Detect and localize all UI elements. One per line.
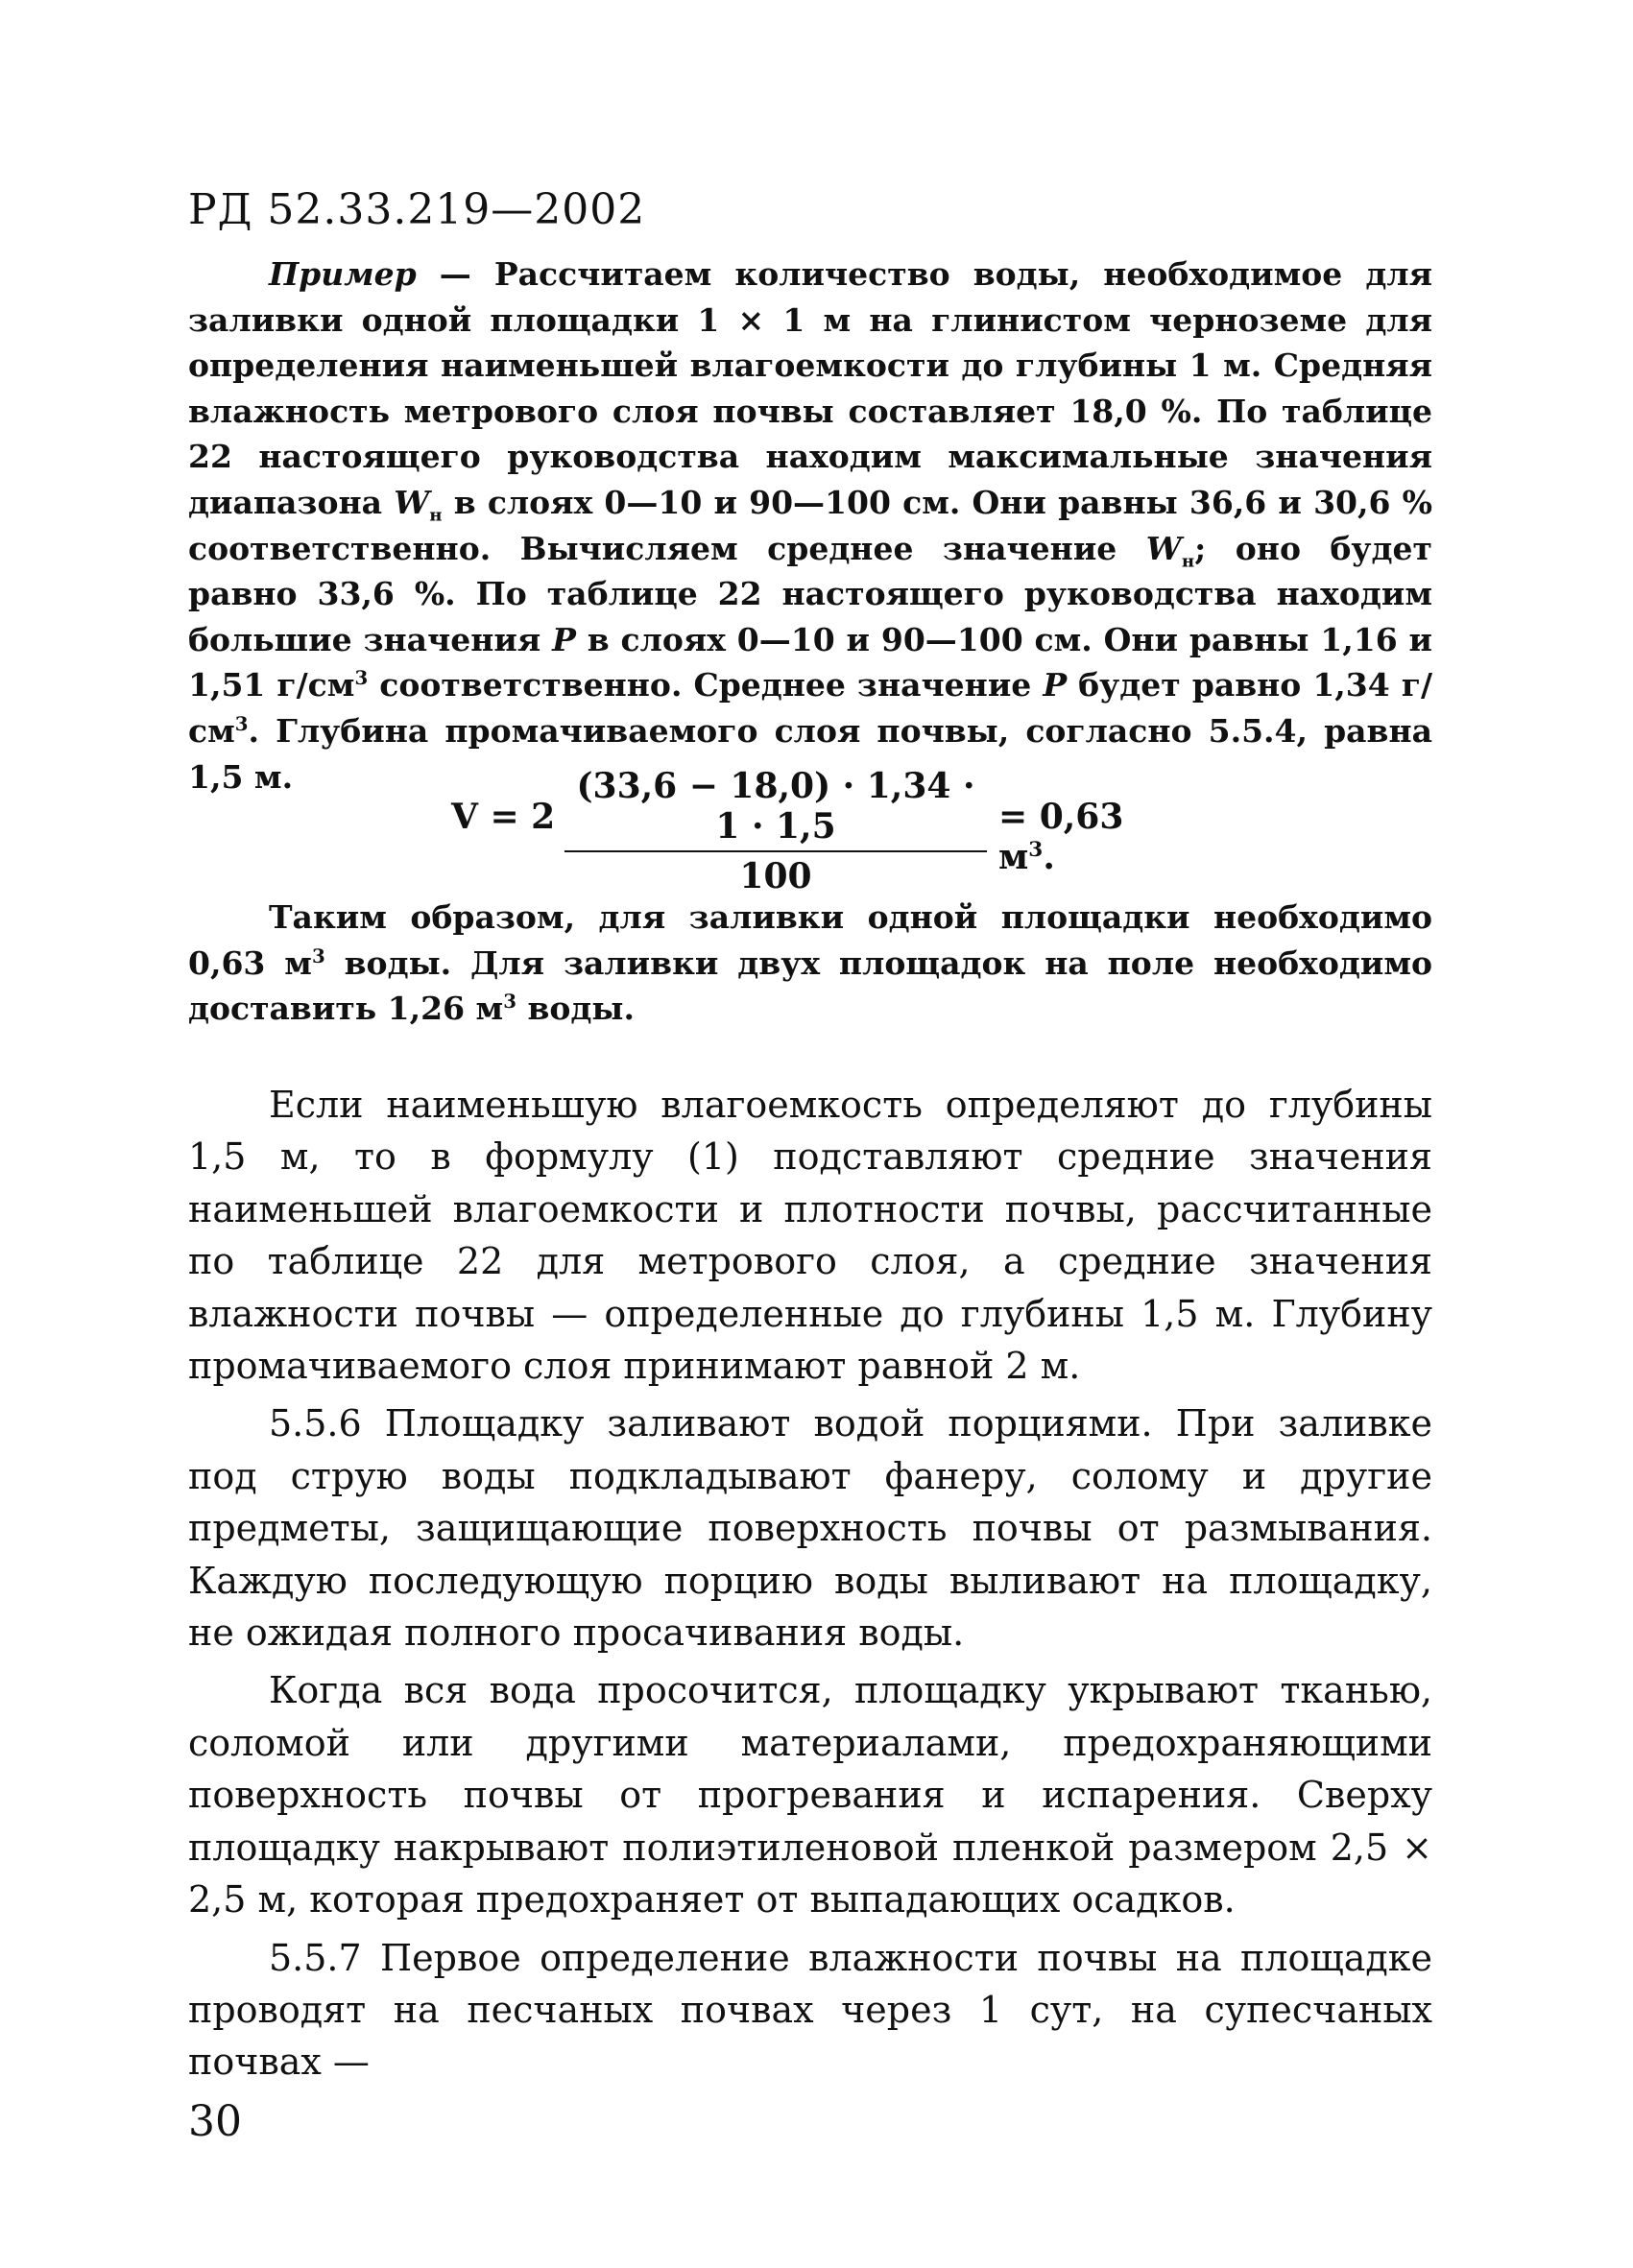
wn-symbol: W (394, 483, 430, 521)
example-text-1: — Рассчитаем количество воды, необходимое для заливки одной площадки 1 × 1 м на глинистом черноземе для определения наименьшей влагоемкости до глубины 1 м. Средняя влажность метрового слоя почвы составляет 18,0 %. По таблице 22 настоящего руководства находим максимальные значения диапазона (188, 255, 1432, 521)
paragraph-covering: Когда вся вода просочится, площадку укрывают тканью, соломой или другими материалами, предохраняющими поверхность почвы от прогревания и испарения. Сверху площадку накрывают полиэтиленовой пленкой размером 2,5 × 2,5 м, которая предохраняет от выпадающих осадков. (188, 1669, 1432, 1922)
wn-subscript: н (429, 505, 443, 526)
formula-lhs: V = 2 (451, 797, 556, 837)
example-text-6: будет равно 1,34 г/см (188, 666, 1432, 750)
wn-symbol-2: W (1145, 529, 1182, 567)
conclusion-text-2: воды. Для заливки двух площадок на поле необходимо доставить 1,26 м (188, 943, 1432, 1028)
conclusion-text-3: воды. (516, 990, 635, 1028)
wn-subscript-2: н (1181, 551, 1195, 572)
formula-result-end: . (1043, 837, 1055, 877)
formula-result-sup: 3 (1028, 838, 1044, 862)
cube-superscript-2: 3 (234, 711, 249, 735)
formula-fraction (564, 766, 987, 896)
example-text-7: . Глубина промачиваемого слоя почвы, согласно 5.5.4, равна 1,5 м. (188, 711, 1432, 796)
cube-superscript: 3 (354, 666, 369, 690)
document-number-header: РД 52.33.219—2002 (188, 185, 646, 234)
main-text (188, 1079, 1432, 2094)
formula-denominator: 100 (739, 856, 812, 896)
volume-formula (451, 766, 1181, 896)
page-number: 30 (188, 2097, 242, 2146)
conclusion-sup-1: 3 (311, 943, 325, 967)
paragraph-5-5-6: 5.5.6 Площадку заливают водой порциями. При заливке под струю воды подкладывают фанеру, солому и другие предметы, защищающие поверхность почвы от размывания. Каждую последующую порцию воды выливают на площадку, не ожидая полного просачивания воды. (188, 1402, 1432, 1655)
paragraph-5-5-7: 5.5.7 Первое определение влажности почвы на площадке проводят на песчаных почвах через 1 сут, на супесчаных почвах — (188, 1936, 1432, 2084)
formula-numerator: (33,6 − 18,0) · 1,34 · 1 · 1,5 (564, 766, 987, 852)
formula-rhs (998, 797, 1181, 877)
paragraph-depth-1-5m: Если наименьшую влагоемкость определяют до глубины 1,5 м, то в формулу (1) подставляют средние значения наименьшей влагоемкости и плотности почвы, рассчитанные по таблице 22 для метрового слоя, а средние значения влажности почвы — определенные до глубины 1,5 м. Глубину промачиваемого слоя принимают равной 2 м. (188, 1084, 1432, 1388)
example-text-5: соответственно. Среднее значение (368, 666, 1044, 704)
conclusion-sup-2: 3 (503, 990, 516, 1014)
example-paragraph (188, 251, 1432, 800)
example-text-4: в слоях 0—10 и 90—100 см. Они равны 1,16 и 1,51 г/см (188, 620, 1432, 704)
p-symbol-2: P (1043, 666, 1068, 704)
p-symbol: P (552, 620, 576, 658)
conclusion-text-1: Таким образом, для заливки одной площадки необходимо 0,63 м (188, 898, 1432, 982)
example-text-3: ; оно будет равно 33,6 %. По таблице 22 настоящего руководства находим большие значения (188, 529, 1432, 658)
example-text-2: в слоях 0—10 и 90—100 см. Они равны 36,6 и 30,6 % соответственно. Вычисляем среднее значение (188, 483, 1432, 567)
formula-result: = 0,63 м (998, 797, 1124, 877)
example-conclusion (188, 895, 1432, 1032)
example-lead: Пример (269, 255, 417, 293)
